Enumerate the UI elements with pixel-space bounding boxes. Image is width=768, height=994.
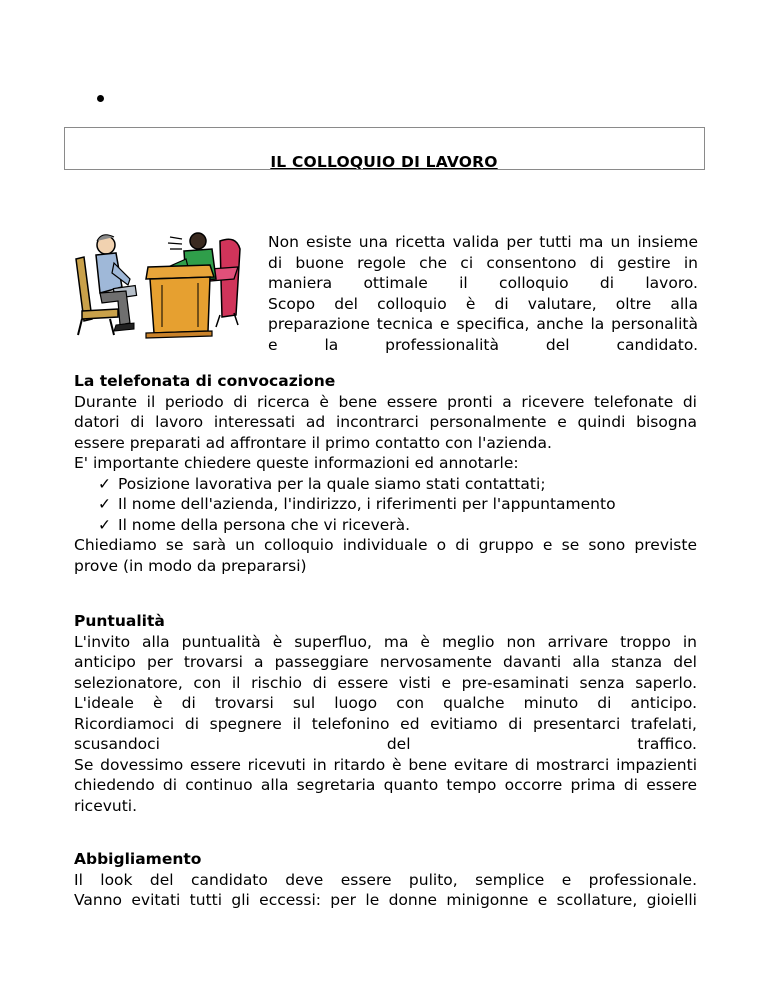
checklist-item <box>74 494 697 515</box>
checkmark-icon: ✓ <box>98 474 111 493</box>
body-line: Se dovessimo essere ricevuti in ritardo è bene evitare di mostrarci impazienti <box>74 755 697 774</box>
intro-line: e la professionalità del candidato. <box>268 335 698 354</box>
checkmark-icon: ✓ <box>98 515 111 534</box>
body-line: prove (in modo da prepararsi) <box>74 556 307 575</box>
checklist-text: Il nome della persona che vi riceverà. <box>118 515 411 534</box>
body-line: Il look del candidato deve essere pulito, semplice e professionale. <box>74 870 697 889</box>
checkmark-icon: ✓ <box>98 495 111 513</box>
checklist-text: Posizione lavorativa per la quale siamo stati contattati; <box>118 474 546 493</box>
body-line: essere preparati ad affrontare il primo contatto con l'azienda. <box>74 433 552 452</box>
section-heading: La telefonata di convocazione <box>74 372 336 390</box>
body-line: Durante il periodo di ricerca è bene essere pronti a ricevere telefonate di <box>74 392 697 411</box>
body-line: E' importante chiedere queste informazioni ed annotarle: <box>74 454 519 472</box>
page-title: IL COLLOQUIO DI LAVORO <box>270 153 498 171</box>
checklist-text: Il nome dell'azienda, l'indirizzo, i riferimenti per l'appuntamento <box>118 495 616 513</box>
section-heading: Puntualità <box>74 612 165 630</box>
intro-paragraph <box>268 232 698 355</box>
body-line: L'invito alla puntualità è superfluo, ma è meglio non arrivare troppo in <box>74 632 697 651</box>
intro-line: Scopo del colloquio è di valutare, oltre alla <box>268 294 698 313</box>
body-line: ricevuti. <box>74 796 138 815</box>
section-abbigliamento <box>74 849 697 911</box>
body-line: Vanno evitati tutti gli eccessi: per le donne minigonne e scollature, gioielli <box>74 891 697 909</box>
body-line: chiedendo di continuo alla segretaria quanto tempo occorre prima di essere <box>74 776 697 794</box>
body-line: Ricordiamoci di spegnere il telefonino ed evitiamo di presentarci trafelati, <box>74 714 697 733</box>
body-line: selezionatore, con il rischio di essere visti e pre-esaminati senza saperlo. <box>74 673 697 692</box>
section-heading: Abbigliamento <box>74 850 202 868</box>
body-line: Chiediamo se sarà un colloquio individuale o di gruppo e se sono previste <box>74 536 697 554</box>
body-line: scusandoci del traffico. <box>74 735 697 753</box>
intro-line: maniera ottimale il colloquio di lavoro. <box>268 274 698 292</box>
checklist-item <box>74 515 697 536</box>
body-line: datori di lavoro interessati ad incontrarci personalmente e quindi bisogna <box>74 413 697 431</box>
intro-line: Non esiste una ricetta valida per tutti ma un insieme <box>268 233 698 251</box>
body-line: L'ideale è di trovarsi sul luogo con qualche minuto di anticipo. <box>74 694 697 712</box>
intro-line: preparazione tecnica e specifica, anche la personalità <box>268 315 698 333</box>
intro-line: di buone regole che ci consentono di gestire in <box>268 253 698 272</box>
section-puntualita <box>74 611 697 816</box>
interview-clipart-illustration <box>70 223 250 341</box>
checklist-item <box>74 474 697 495</box>
body-line: anticipo per trovarsi a passeggiare nervosamente davanti alla stanza del <box>74 653 697 671</box>
bullet-dot <box>97 95 104 102</box>
section-convocazione <box>74 371 697 576</box>
